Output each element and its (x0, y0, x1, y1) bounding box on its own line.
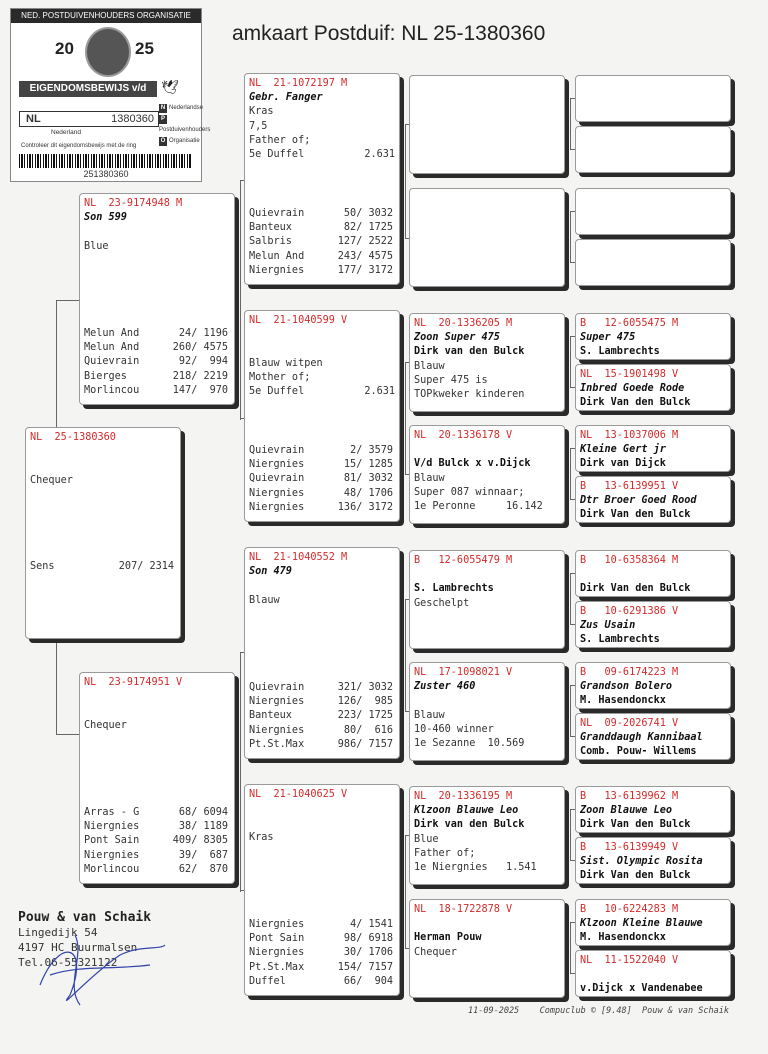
result-row (84, 384, 228, 398)
connector-line (570, 685, 571, 736)
great-grandparent-card (409, 75, 565, 174)
race-rank: 126/ 985 (337, 696, 393, 708)
connector-line (570, 336, 571, 387)
info-line (580, 968, 726, 982)
info-line: Blauw (414, 709, 445, 721)
info-line (84, 690, 230, 704)
info-line (84, 761, 230, 775)
result-row (84, 806, 228, 820)
race-rank: 48/ 1706 (343, 487, 393, 499)
result-row (249, 501, 393, 515)
ring-number: NL 15-1901498 V (580, 369, 679, 380)
race-rank: 147/ 970 (172, 384, 228, 396)
result-row (249, 444, 393, 458)
certificate-header: NED. POSTDUIVENHOUDERS ORGANISATIE (11, 9, 201, 23)
ring-number: 1380360 (111, 113, 154, 125)
stat-label: 5e Duffel (249, 148, 305, 160)
race-name: Melun And (249, 250, 305, 262)
ring-number: NL 23-9174951 V (84, 677, 183, 688)
race-rank: 39/ 687 (178, 849, 228, 861)
info-line (249, 328, 395, 342)
info-line (414, 917, 560, 931)
great-great-grandparent-card (575, 476, 731, 523)
connector-line (405, 362, 406, 474)
ring-number: B 13-6139951 V (580, 481, 679, 492)
result-row (249, 458, 393, 472)
connector-line (405, 124, 406, 238)
ring-number: NL 13-1037006 M (580, 430, 679, 441)
info-line (30, 445, 176, 459)
info-line: Herman Pouw (414, 932, 482, 944)
ring-number: NL 11-1522040 V (580, 955, 679, 966)
info-line: S. Lambrechts (580, 634, 660, 646)
race-name: Morlincou (84, 384, 140, 396)
ring-number (580, 243, 726, 257)
race-name: Salbris (249, 236, 292, 248)
info-line (414, 694, 560, 708)
great-great-grandparent-card (575, 713, 731, 760)
result-row (249, 487, 393, 501)
race-name: Sens (30, 561, 55, 572)
great-great-grandparent-card (575, 601, 731, 648)
race-rank: 177/ 3172 (337, 264, 393, 276)
connector-line (570, 809, 571, 860)
info-line: Inbred Goede Rode (580, 383, 685, 395)
father-card (79, 193, 235, 405)
info-line (414, 443, 560, 457)
result-row (249, 946, 393, 960)
info-line: 1e Niergnies 1.541 (414, 861, 537, 873)
certificate-checkline: Controleer dit eigendomsbewijs met de ring (21, 143, 137, 149)
ring-number (414, 79, 560, 93)
stat-label: 5e Duffel (249, 385, 305, 397)
race-rank: 986/ 7157 (337, 738, 393, 750)
pigeon-icon: 🕊 (161, 79, 179, 95)
ring-number (414, 192, 560, 206)
info-line: Dirk Van den Bulck (580, 583, 691, 595)
ring-number: NL 21-1040599 V (249, 315, 348, 326)
ring-number: NL 20-1336195 M (414, 791, 513, 802)
info-line: Father of; (414, 847, 476, 859)
info-line: S. Lambrechts (414, 583, 494, 595)
info-line: Dirk van Dijck (580, 458, 666, 470)
race-name: Niergnies (249, 724, 305, 736)
race-rank: 260/ 4575 (172, 342, 228, 354)
barcode (19, 154, 191, 168)
info-line (30, 530, 176, 544)
info-line (84, 733, 230, 747)
info-line (30, 516, 176, 530)
info-line (84, 311, 230, 325)
ring-number: NL 23-9174948 M (84, 198, 183, 209)
ring-number: NL 20-1336205 M (414, 318, 513, 329)
race-name: Pt.St.Max (249, 961, 305, 973)
race-rank: 15/ 1285 (343, 459, 393, 471)
certificate-year-right: 25 (135, 39, 154, 58)
great-great-grandparent-card (575, 239, 731, 286)
ring-number-box (19, 111, 159, 127)
info-line: 10-460 winner (414, 723, 494, 735)
race-name: Niergnies (249, 501, 305, 513)
info-line: Blauw witpen (249, 357, 323, 369)
info-line (84, 790, 230, 804)
stat-line (249, 385, 395, 399)
info-line: v.Dijck x Vandenabee (580, 983, 703, 995)
maternal-grandmother-card (244, 784, 400, 996)
info-line: Son 479 (249, 566, 292, 578)
info-line: Dirk Van den Bulck (580, 397, 691, 409)
info-line: Kras (249, 831, 274, 843)
info-line: Son 599 (84, 212, 127, 224)
result-row (249, 681, 393, 695)
info-line: Blue (84, 240, 109, 252)
race-rank: 80/ 616 (343, 724, 393, 736)
great-great-grandparent-card (575, 425, 731, 472)
results-list (30, 560, 174, 574)
connector-line (240, 180, 241, 420)
connector-line (56, 639, 57, 734)
info-line (30, 459, 176, 473)
info-line: Gebr. Fanger (249, 92, 323, 104)
ring-number: B 10-6291386 V (580, 606, 679, 617)
info-line (84, 704, 230, 718)
info-line: S. Lambrechts (580, 346, 660, 358)
ring-number: NL 21-1040625 V (249, 789, 348, 800)
great-great-grandparent-card (575, 837, 731, 884)
great-great-grandparent-card (575, 786, 731, 833)
info-line: Mother of; (249, 371, 311, 383)
footer-text: 11-09-2025 Compuclub © [9.48] Pouw & van Schaik (468, 1006, 729, 1016)
info-line: M. Hasendonckx (580, 695, 666, 707)
race-rank: 321/ 3032 (337, 682, 393, 693)
great-great-grandparent-card (575, 950, 731, 997)
stat-value: 2.631 (364, 385, 395, 397)
info-line: 1e Sezanne 10.569 (414, 737, 525, 749)
race-rank: 223/ 1725 (337, 710, 393, 722)
info-line: Blue (414, 833, 439, 845)
race-name: Quievrain (249, 473, 305, 485)
result-row (84, 341, 228, 355)
info-line: Dirk Van den Bulck (580, 870, 691, 882)
maternal-grandfather-card (244, 547, 400, 759)
result-row (249, 918, 393, 932)
race-name: Banteux (249, 222, 292, 234)
info-line: Father of; (249, 134, 311, 146)
race-name: Pont Sain (249, 933, 305, 945)
info-line: Blauw (249, 594, 280, 606)
info-line (84, 775, 230, 789)
info-line: 1e Peronne 16.142 (414, 500, 543, 512)
race-name: Niergnies (84, 821, 140, 833)
great-grandparent-card (409, 188, 565, 287)
connector-line (56, 300, 79, 301)
org-letters: N Nederlandse PPostduivenhouders O Organisatie (159, 105, 211, 144)
race-rank: 218/ 2219 (172, 370, 228, 382)
info-line: Dirk van den Bulck (414, 819, 525, 831)
info-line: Dirk van den Bulck (414, 346, 525, 358)
result-row (84, 834, 228, 848)
race-rank: 30/ 1706 (343, 947, 393, 959)
great-great-grandparent-card (575, 364, 731, 411)
stat-line (249, 148, 395, 162)
results-list (249, 918, 393, 989)
great-great-grandparent-card (575, 899, 731, 946)
owner-phone: Tel.06-55321122 (18, 956, 118, 969)
info-line: Blauw (414, 472, 445, 484)
result-row (249, 221, 393, 235)
result-row (249, 724, 393, 738)
connector-line (56, 734, 79, 735)
race-name: Niergnies (249, 264, 305, 276)
ring-number: NL 09-2026741 V (580, 718, 679, 729)
info-line: Klzoon Blauwe Leo (414, 805, 519, 817)
info-line (249, 802, 395, 816)
info-line (84, 254, 230, 268)
connector-line (570, 98, 571, 149)
race-name: Morlincou (84, 863, 140, 875)
mother-card (79, 672, 235, 884)
race-rank: 62/ 870 (178, 863, 228, 875)
info-line (249, 816, 395, 830)
info-line: Super 087 winnaar; (414, 486, 525, 498)
great-great-grandparent-card (575, 188, 731, 235)
race-rank: 66/ 904 (343, 975, 393, 987)
great-grandparent-card (409, 313, 565, 412)
result-row (249, 738, 393, 752)
result-row (249, 264, 393, 278)
info-line: Super 475 (580, 332, 636, 344)
info-line: 7,5 (249, 120, 268, 132)
race-rank: 24/ 1196 (178, 328, 228, 339)
result-row (249, 250, 393, 264)
connector-line (570, 922, 571, 973)
race-name: Arras - G (84, 807, 140, 818)
race-name: Bierges (84, 370, 127, 382)
race-rank: 98/ 6918 (343, 933, 393, 945)
ring-number: B 12-6055479 M (414, 555, 513, 566)
great-great-grandparent-card (575, 75, 731, 122)
barcode-number: 251380360 (83, 169, 129, 179)
results-list (249, 681, 393, 752)
race-name: Niergnies (249, 919, 305, 930)
ring-number: B 09-6174223 M (580, 667, 679, 678)
info-line (414, 568, 560, 582)
info-line: Grandson Bolero (580, 681, 673, 693)
race-name: Niergnies (249, 696, 305, 708)
connector-line (240, 652, 241, 892)
result-row (30, 560, 174, 574)
info-line: Kleine Gert jr (580, 444, 666, 456)
race-rank: 68/ 6094 (178, 807, 228, 818)
connector-line (570, 211, 571, 262)
ring-number: NL 20-1336178 V (414, 430, 513, 441)
info-line: Zoon Blauwe Leo (580, 805, 673, 817)
info-line (84, 282, 230, 296)
race-name: Niergnies (249, 459, 305, 471)
result-row (249, 235, 393, 249)
race-rank: 4/ 1541 (350, 919, 393, 930)
result-row (84, 820, 228, 834)
info-line: Zus Usain (580, 620, 636, 632)
info-line: Zuster 460 (414, 681, 476, 693)
subject-card (25, 427, 181, 639)
result-row (249, 695, 393, 709)
results-list (84, 327, 228, 398)
result-row (84, 327, 228, 341)
great-grandparent-card (409, 662, 565, 761)
info-line (249, 342, 395, 356)
ring-number: B 13-6139949 V (580, 842, 679, 853)
connector-line (570, 573, 571, 624)
connector-line (405, 599, 406, 711)
owner-address: Lingedijk 54 (18, 926, 98, 939)
info-line: Chequer (84, 719, 127, 731)
ring-certificate (10, 8, 211, 182)
owner-name: Pouw & van Schaik (18, 910, 152, 925)
race-rank: 50/ 3032 (343, 208, 393, 219)
results-list (249, 444, 393, 515)
results-list (84, 806, 228, 877)
great-grandparent-card (409, 786, 565, 885)
info-line (30, 545, 176, 559)
race-name: Quievrain (84, 356, 140, 368)
race-rank: 127/ 2522 (337, 236, 393, 248)
info-line: Zoon Super 475 (414, 332, 500, 344)
info-line: Blauw (414, 360, 445, 372)
info-line (30, 502, 176, 516)
info-line: Chequer (414, 946, 457, 958)
race-name: Melun And (84, 342, 140, 354)
info-line: Granddaugh Kannibaal (580, 732, 703, 744)
race-rank: 243/ 4575 (337, 250, 393, 262)
info-line: Sist. Olympic Rosita (580, 856, 703, 868)
result-row (84, 370, 228, 384)
ring-number: B 12-6055475 M (580, 318, 679, 329)
result-row (249, 975, 393, 989)
ring-number (580, 192, 726, 206)
race-rank: 92/ 994 (178, 356, 228, 368)
page-title: amkaart Postduif: NL 25-1380360 (232, 22, 546, 45)
info-line: Dtr Broer Goed Rood (580, 495, 697, 507)
info-line: Klzoon Kleine Blauwe (580, 918, 703, 930)
info-line: Chequer (30, 474, 73, 486)
paternal-grandmother-card (244, 310, 400, 522)
result-row (249, 709, 393, 723)
great-grandparent-card (409, 550, 565, 649)
certificate-year-left: 20 (55, 39, 74, 58)
race-rank: 38/ 1189 (178, 821, 228, 833)
race-rank: 2/ 3579 (350, 445, 393, 456)
connector-line (405, 835, 406, 948)
info-line: Dirk Van den Bulck (580, 819, 691, 831)
info-line (84, 296, 230, 310)
race-name: Banteux (249, 710, 292, 722)
great-great-grandparent-card (575, 662, 731, 709)
info-line: V/d Bulck x v.Dijck (414, 458, 531, 470)
great-great-grandparent-card (575, 550, 731, 597)
info-line: Geschelpt (414, 597, 470, 609)
race-name: Niergnies (84, 849, 140, 861)
race-name: Melun And (84, 328, 140, 339)
ring-number: NL 18-1722878 V (414, 904, 513, 915)
race-name: Niergnies (249, 487, 305, 499)
result-row (249, 932, 393, 946)
info-line: Super 475 is (414, 374, 488, 386)
certificate-country: Nederland (51, 129, 81, 136)
race-name: Pt.St.Max (249, 738, 305, 750)
race-rank: 82/ 1725 (343, 222, 393, 234)
race-name: Quievrain (249, 445, 305, 456)
info-line: Comb. Pouw- Willems (580, 746, 697, 758)
race-rank: 409/ 8305 (172, 835, 228, 847)
connector-line (56, 300, 57, 427)
info-line (249, 579, 395, 593)
ring-number: NL 21-1040552 M (249, 552, 348, 563)
race-rank: 154/ 7157 (337, 961, 393, 973)
owner-city: 4197 HC Buurmalsen (18, 941, 138, 954)
ring-number (580, 130, 726, 144)
race-name: Duffel (249, 975, 286, 987)
info-line (84, 225, 230, 239)
info-line (84, 747, 230, 761)
result-row (84, 355, 228, 369)
race-name: Quievrain (249, 208, 305, 219)
ring-number: NL 17-1098021 V (414, 667, 513, 678)
info-line (30, 488, 176, 502)
paternal-grandfather-card (244, 73, 400, 285)
race-name: Niergnies (249, 947, 305, 959)
stat-value: 2.631 (364, 148, 395, 160)
race-name: Pont Sain (84, 835, 140, 847)
race-name: Quievrain (249, 682, 305, 693)
info-line (84, 268, 230, 282)
signature-icon (30, 915, 180, 1015)
info-line: Dirk Van den Bulck (580, 509, 691, 521)
great-great-grandparent-card (575, 313, 731, 360)
info-line: Kras (249, 106, 274, 118)
ring-number (580, 79, 726, 93)
ring-number: B 13-6139962 M (580, 791, 679, 802)
certificate-bar: EIGENDOMSBEWIJS v/d RING (19, 81, 157, 97)
ring-number: B 10-6224283 M (580, 904, 679, 915)
race-rank: 207/ 2314 (118, 561, 174, 572)
info-line: TOPkweker kinderen (414, 388, 525, 400)
great-grandparent-card (409, 899, 565, 998)
results-list (249, 207, 393, 278)
emblem-icon (85, 27, 131, 77)
info-line (580, 568, 726, 582)
result-row (249, 472, 393, 486)
result-row (249, 961, 393, 975)
ring-number: NL 25-1380360 (30, 432, 116, 443)
race-rank: 136/ 3172 (337, 501, 393, 513)
ring-prefix: NL (26, 113, 41, 125)
ring-number: NL 21-1072197 M (249, 78, 348, 89)
result-row (84, 849, 228, 863)
info-line: M. Hasendonckx (580, 932, 666, 944)
result-row (84, 863, 228, 877)
great-great-grandparent-card (575, 126, 731, 173)
ring-number: B 10-6358364 M (580, 555, 679, 566)
race-rank: 81/ 3032 (343, 473, 393, 485)
result-row (249, 207, 393, 221)
great-grandparent-card (409, 425, 565, 524)
connector-line (570, 448, 571, 499)
